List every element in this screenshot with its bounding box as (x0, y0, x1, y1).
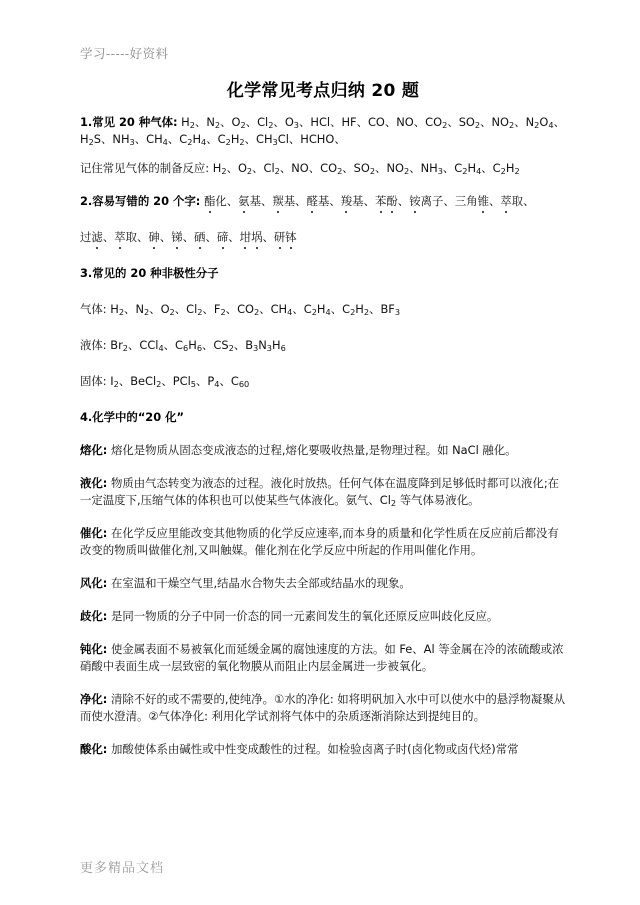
term-label: 熔化: (80, 443, 108, 457)
section-2-line-2 (80, 229, 566, 246)
liquid-label: 液体: (80, 338, 107, 352)
term-entry-efflorescence (80, 575, 566, 592)
section-4-heading-row (80, 409, 566, 426)
term-entry-acidification (80, 741, 566, 758)
footer-watermark: 更多精品文档 (80, 861, 165, 876)
preparation-list: $H_2$、$O_2$、$Cl_2$、NO、$CO_2$、$SO_2$、$NO_2$、$NH_3$、$C_2H_4$、$C_2H_2$ (212, 161, 520, 176)
term-label: 净化: (80, 692, 108, 706)
liquid-molecule-list: $Br_2$、CCl$_4$、$C_6H_6$、$CS_2$、$B_3N_3H_6$ (110, 338, 286, 353)
term-label: 酸化: (80, 742, 108, 756)
section-2-characters-line-2: 过滤、萃取、砷、锑、硒、碲、坩埚、研钵 (80, 230, 297, 244)
term-definition: 清除不好的或不需要的,使纯净。①水的净化: 如将明矾加入水中可以使水中的悬浮物凝聚从而使水澄清。②气体净化: 利用化学试剂将气体中的杂质逐渐消除达到提纯目的。 (80, 692, 566, 723)
section-3-heading: 3.常见的 20 种非极性分子 (80, 266, 219, 280)
section-4-heading: 4.化学中的“20 化” (80, 410, 184, 424)
term-label: 钝化: (80, 642, 108, 656)
solid-molecule-list: $I_2$、BeCl$_2$、PCl$_5$、$P_4$、$C_{60}$ (110, 374, 250, 389)
section-2-heading: 2.容易写错的 20 个字: (80, 194, 201, 208)
term-definition: 物质由气态转变为液态的过程。液化时放热。任何气体在温度降到足够低时都可以液化;在一定温度下,压缩气体的体积也可以使某些气体液化。氨气、$Cl_2$ 等气体易液化。 (80, 476, 560, 508)
header-watermark: 学习-----好资料 (80, 46, 169, 61)
solid-label: 固体: (80, 374, 107, 388)
term-entry-purification (80, 691, 566, 725)
term-entry-liquefaction (80, 475, 566, 509)
term-label: 催化: (80, 526, 108, 540)
section-1-gas-list-line-2: $H_2S$、$NH_3$、$CH_4$、$C_2H_4$、$C_2H_2$、$CH_3Cl$、HCHO、 (80, 131, 346, 147)
term-definition: 在室温和干燥空气里,结晶水合物失去全部或结晶水的现象。 (110, 576, 411, 590)
term-entry-catalysis (80, 525, 566, 559)
section-2-line-1 (80, 193, 566, 210)
term-entry-passivation (80, 641, 566, 675)
term-definition: 是同一物质的分子中同一价态的同一元素间发生的氧化还原反应叫歧化反应。 (110, 609, 499, 623)
section-1-gas-list-line-1: $H_2$、$N_2$、$O_2$、$Cl_2$、$O_3$、HCl、HF、CO、NO、$CO_2$、$SO_2$、$NO_2$、$N_2O_4$、 (181, 115, 565, 130)
term-definition: 熔化是物质从固态变成液态的过程,熔化要吸收热量,是物理过程。如 NaCl 融化。 (110, 443, 517, 457)
term-label: 风化: (80, 576, 108, 590)
section-1-preparation (80, 160, 566, 177)
term-entry-melting (80, 442, 566, 459)
term-entry-disproportionation (80, 608, 566, 625)
term-label: 液化: (80, 476, 108, 490)
term-definition: 使金属表面不易被氧化而延缓金属的腐蚀速度的方法。如 Fe、Al 等金属在冷的浓硫酸或浓硝酸中表面生成一层致密的氧化物膜从而阻止内层金属进一步被氧化。 (80, 642, 564, 673)
section-1-gases (80, 114, 566, 147)
term-definition: 在化学反应里能改变其他物质的化学反应速率,而本身的质量和化学性质在反应前后都没有改变的物质叫做催化剂,又叫触媒。催化剂在化学反应中所起的作用叫催化作用。 (80, 526, 559, 557)
term-label: 歧化: (80, 609, 108, 623)
section-1-heading: 1.常见 20 种气体: (80, 115, 178, 129)
preparation-label: 记住常见气体的制备反应: (80, 161, 210, 175)
section-3-heading-row (80, 265, 566, 282)
section-3-solid-row (80, 373, 566, 390)
document-body (80, 76, 566, 758)
section-3-liquid-row (80, 337, 566, 354)
gas-molecule-list: $H_2$、$N_2$、$O_2$、$Cl_2$、$F_2$、$CO_2$、$CH_4$、$C_2H_4$、$C_2H_2$、$BF_3$ (110, 302, 401, 317)
section-3-gas-row (80, 301, 566, 318)
section-2-characters-line-1: 酯化、氨基、羰基、醛基、羧基、苯酚、铵离子、三角锥、萃取、 (203, 194, 535, 208)
gas-label: 气体: (80, 302, 107, 316)
term-definition: 加酸使体系由碱性或中性变成酸性的过程。如检验卤离子时(卤化物或卤代烃)常常 (110, 742, 519, 756)
page-title: 化学常见考点归纳 20 题 (226, 81, 420, 101)
